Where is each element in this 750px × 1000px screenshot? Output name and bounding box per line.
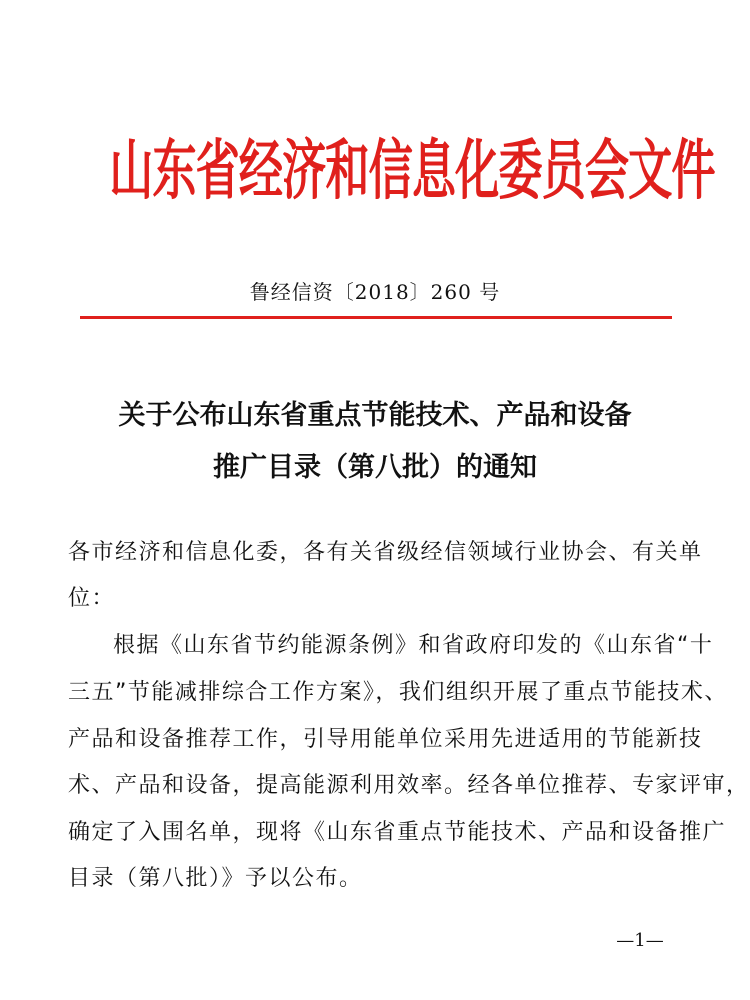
notice-title-line-2: 推广目录（第八批）的通知 [213, 452, 537, 483]
red-divider-line [80, 316, 672, 319]
salutation-line-1: 各市经济和信息化委，各有关省级经信领域行业协会、有关单 [68, 540, 703, 565]
paragraph-line-6: 目录（第八批）》予以公布。 [68, 866, 363, 891]
paragraph-line-4: 术、产品和设备，提高能源利用效率。经各单位推荐、专家评审， [68, 773, 750, 798]
paragraph-line-5: 确定了入围名单，现将《山东省重点节能技术、产品和设备推广 [68, 820, 727, 845]
salutation-line-2: 位： [68, 586, 116, 611]
paragraph-line-3: 产品和设备推荐工作，引导用能单位采用先进适用的节能新技 [68, 727, 703, 752]
notice-title-line-1: 关于公布山东省重点节能技术、产品和设备 [118, 400, 632, 431]
paragraph-line-2: 三五”节能减排综合工作方案》，我们组织开展了重点节能技术、 [68, 680, 728, 705]
masthead-title: 山东省经济和信息化委员会文件 [109, 132, 715, 209]
paragraph-line-1: 根据《山东省节约能源条例》和省政府印发的《山东省“十 [113, 633, 714, 658]
page-number: —1— [616, 930, 664, 951]
document-number: 鲁经信资〔2018〕260 号 [249, 280, 501, 304]
